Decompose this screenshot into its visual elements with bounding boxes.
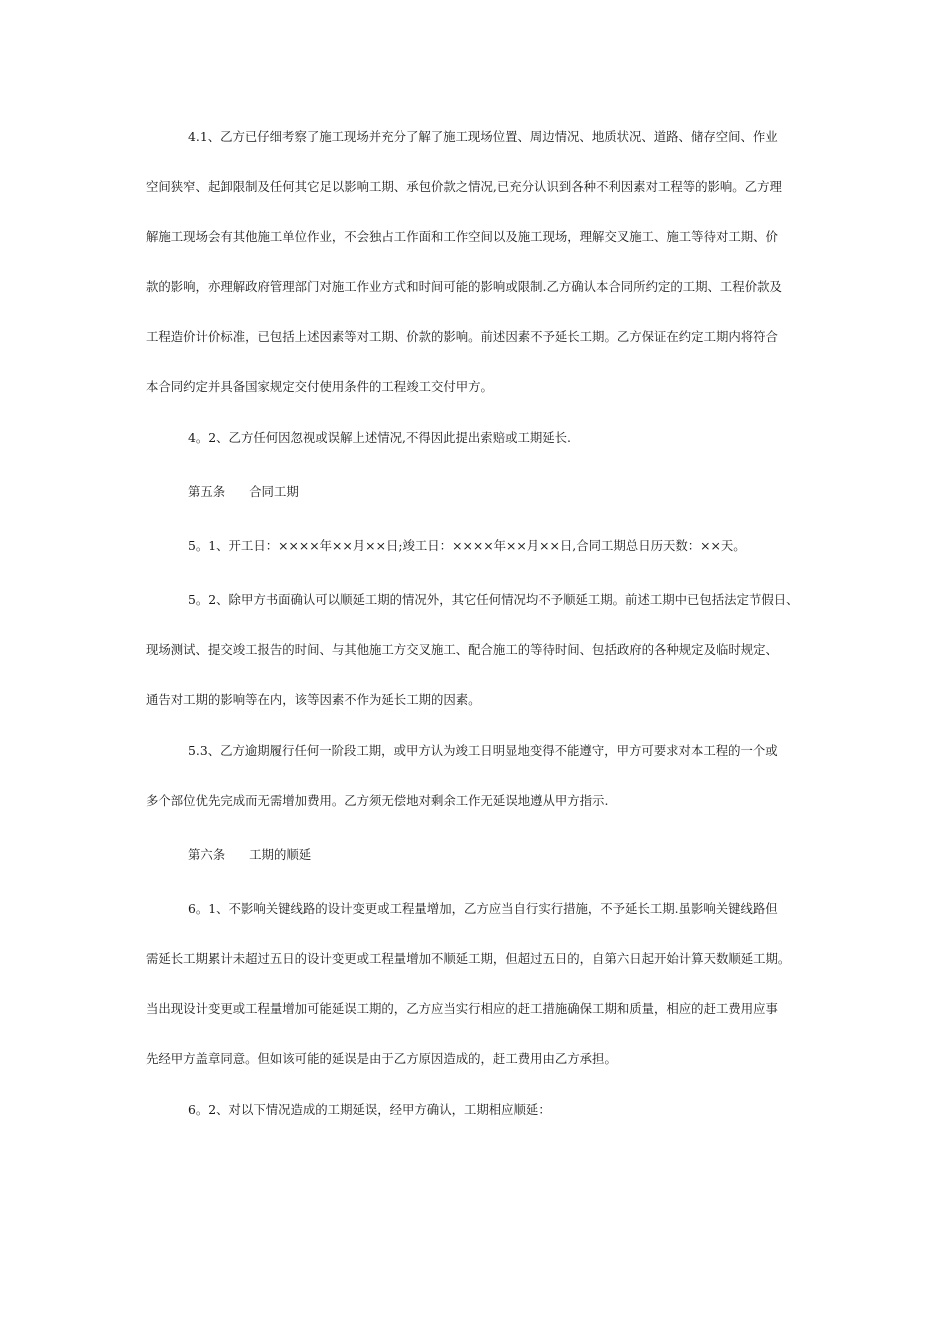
clause-4-1-line-6: 本合同约定并具备国家规定交付使用条件的工程竣工交付甲方。 <box>146 379 493 394</box>
clause-6-1-line-1: 6。1、不影响关键线路的设计变更或工程量增加，乙方应当自行实行措施，不予延长工期.虽影响关键线路但 <box>188 901 778 916</box>
clause-5-2-line-2: 现场测试、提交竣工报告的时间、与其他施工方交叉施工、配合施工的等待时间、包括政府的各种规定及临时规定、 <box>146 642 778 657</box>
article-6-title: 工期的顺延 <box>249 847 312 862</box>
article-5-title: 合同工期 <box>249 484 299 499</box>
clause-5-2-line-3: 通告对工期的影响等在内，该等因素不作为延长工期的因素。 <box>146 692 481 707</box>
clause-4-1-line-2: 空间狭窄、起卸限制及任何其它足以影响工期、承包价款之情况,已充分认识到各种不利因素对工程等的影响。乙方理 <box>146 179 782 194</box>
article-6-heading <box>188 847 826 863</box>
clause-4-1-line-5: 工程造价计价标准，已包括上述因素等对工期、价款的影响。前述因素不予延长工期。乙方保证在约定工期内将符合 <box>146 329 778 344</box>
clause-5-3-line-1: 5.3、乙方逾期履行任何一阶段工期，或甲方认为竣工日明显地变得不能遵守，甲方可要求对本工程的一个或 <box>188 743 778 758</box>
clause-4-1-line-4: 款的影响，亦理解政府管理部门对施工作业方式和时间可能的影响或限制.乙方确认本合同所约定的工期、工程价款及 <box>146 279 782 294</box>
clause-5-3-line-2: 多个部位优先完成而无需增加费用。乙方须无偿地对剩余工作无延误地遵从甲方指示. <box>146 793 609 808</box>
article-6-number: 第六条 <box>188 847 226 862</box>
clause-6-2-line-1: 6。2、对以下情况造成的工期延误，经甲方确认，工期相应顺延： <box>188 1102 551 1117</box>
clause-4-1-line-3: 解施工现场会有其他施工单位作业，不会独占工作面和工作空间以及施工现场，理解交叉施工、施工等待对工期、价 <box>146 229 778 244</box>
clause-6-1-line-2: 需延长工期累计未超过五日的设计变更或工程量增加不顺延工期，但超过五日的，自第六日起开始计算天数顺延工期。 <box>146 951 791 966</box>
clause-6-1-line-3: 当出现设计变更或工程量增加可能延误工期的，乙方应当实行相应的赶工措施确保工期和质量，相应的赶工费用应事 <box>146 1001 778 1016</box>
clause-5-2-line-1: 5。2、除甲方书面确认可以顺延工期的情况外，其它任何情况均不予顺延工期。前述工期中已包括法定节假日、 <box>188 592 799 607</box>
article-5-heading <box>188 484 826 500</box>
clause-5-1-line-1: 5。1、开工日：××××年××月××日;竣工日：××××年××月××日,合同工期总日历天数：××天。 <box>188 538 746 553</box>
clause-4-1-line-1: 4.1、乙方已仔细考察了施工现场并充分了解了施工现场位置、周边情况、地质状况、道路、储存空间、作业 <box>188 129 778 144</box>
clause-6-1-line-4: 先经甲方盖章同意。但如该可能的延误是由于乙方原因造成的，赶工费用由乙方承担。 <box>146 1051 617 1066</box>
clause-4-2-line-1: 4。2、乙方任何因忽视或误解上述情况,不得因此提出索赔或工期延长. <box>188 430 571 445</box>
article-5-number: 第五条 <box>188 484 226 499</box>
